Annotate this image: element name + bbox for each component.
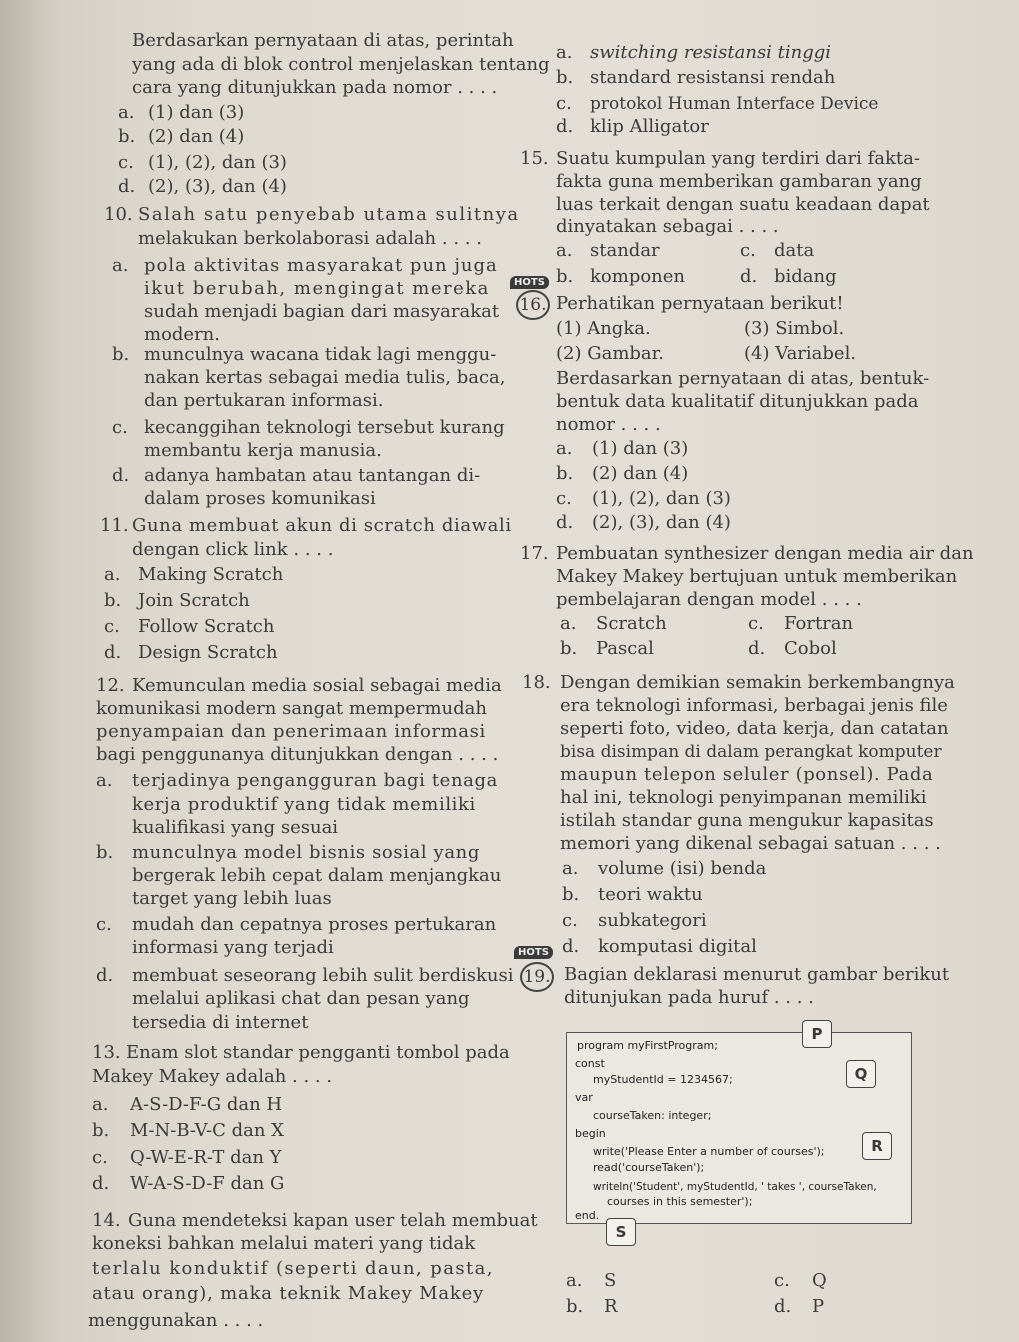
code-line-1: program myFirstProgram; (577, 1039, 718, 1052)
q9-option-c[interactable]: (1), (2), dan (3) (148, 152, 287, 173)
q13-option-c[interactable]: Q-W-E-R-T dan Y (130, 1147, 282, 1168)
q16-stem-line-2: bentuk data kualitatif ditunjukkan pada (556, 391, 919, 412)
code-line-5: courseTaken: integer; (593, 1109, 712, 1122)
q14-option-d[interactable]: klip Alligator (590, 116, 709, 137)
q18-option-a[interactable]: volume (isi) benda (598, 858, 767, 879)
q15-stem-line-4: dinyatakan sebagai . . . . (556, 216, 779, 237)
q12-option-c-line-2[interactable]: informasi yang terjadi (132, 937, 334, 958)
q18-stem-line-5: maupun telepon seluler (ponsel). Pada (560, 764, 934, 785)
q11-option-b-letter: b. (104, 590, 122, 611)
q12-option-b-line-1[interactable]: munculnya model bisnis sosial yang (132, 842, 480, 863)
q17-option-a[interactable]: Scratch (596, 613, 667, 634)
q14-option-c[interactable]: protokol Human Interface Device (590, 94, 879, 114)
q10-option-c-letter: c. (112, 417, 128, 438)
q10-option-a-line-4[interactable]: modern. (144, 324, 220, 345)
q14-stem-line-4: atau orang), maka teknik Makey Makey (92, 1283, 484, 1304)
q19-option-a-letter: a. (566, 1270, 583, 1291)
q18-number: 18. (522, 672, 551, 693)
q19-option-c[interactable]: Q (812, 1270, 827, 1291)
q14-option-a[interactable]: switching resistansi tinggi (590, 42, 832, 63)
code-tag-r: R (862, 1132, 892, 1160)
q12-option-b-line-2[interactable]: bergerak lebih cepat dalam menjangkau (132, 865, 502, 886)
q11-stem-line-2: dengan click link . . . . (132, 539, 334, 560)
q15-option-c[interactable]: data (774, 240, 815, 261)
q10-option-a-line-1[interactable]: pola aktivitas masyarakat pun juga (144, 255, 498, 276)
q17-option-c[interactable]: Fortran (784, 613, 854, 634)
q17-option-b-letter: b. (560, 638, 578, 659)
q9-stem-line-1: Berdasarkan pernyataan di atas, perintah (132, 30, 514, 51)
q10-number: 10. (104, 204, 133, 225)
q19-option-d[interactable]: P (812, 1296, 825, 1317)
q15-option-c-letter: c. (740, 240, 756, 261)
q18-stem-line-6: hal ini, teknologi penyimpanan memiliki (560, 787, 927, 808)
q18-stem-line-4: bisa disimpan di dalam perangkat komputer (560, 742, 942, 762)
q14-stem-line-3: terlalu konduktif (seperti daun, pasta, (92, 1258, 494, 1279)
q16-option-c[interactable]: (1), (2), dan (3) (592, 488, 731, 509)
q12-option-d-line-3[interactable]: tersedia di internet (132, 1012, 309, 1033)
code-line-11: end. (575, 1209, 600, 1222)
q14-stem-line-5: menggunakan . . . . (88, 1310, 264, 1331)
q9-stem-line-2: yang ada di blok control menjelaskan tentang (132, 54, 550, 75)
q11-option-b[interactable]: Join Scratch (138, 590, 250, 611)
q17-option-d[interactable]: Cobol (784, 638, 837, 659)
q16-option-b-letter: b. (556, 463, 574, 484)
q10-option-d-line-1[interactable]: adanya hambatan atau tantangan di- (144, 465, 481, 486)
q14-number: 14. (92, 1210, 121, 1231)
q12-stem-line-2: komunikasi modern sangat mempermudah (96, 698, 487, 719)
q13-number: 13. (92, 1042, 121, 1063)
q19-stem-line-1: Bagian deklarasi menurut gambar berikut (564, 964, 950, 985)
q10-option-a-line-2[interactable]: ikut berubah, mengingat mereka (144, 278, 490, 299)
q16-option-a-letter: a. (556, 438, 573, 459)
q9-option-c-letter: c. (118, 152, 134, 173)
q15-option-d[interactable]: bidang (774, 266, 837, 287)
q18-stem-line-2: era teknologi informasi, berbagai jenis file (560, 695, 948, 716)
code-line-10: courses in this semester'); (607, 1195, 753, 1208)
q16-item-4: (4) Variabel. (744, 343, 857, 364)
q18-stem-line-8: memori yang dikenal sebagai satuan . . . . (560, 833, 941, 854)
q15-stem-line-3: luas terkait dengan suatu keadaan dapat (556, 194, 930, 215)
q19-option-d-letter: d. (774, 1296, 792, 1317)
q18-option-d[interactable]: komputasi digital (598, 936, 757, 957)
q17-option-b[interactable]: Pascal (596, 638, 654, 659)
q18-stem-line-3: seperti foto, video, data kerja, dan catatan (560, 718, 949, 739)
q14-option-c-letter: c. (556, 93, 572, 114)
q10-option-b-line-2[interactable]: nakan kertas sebagai media tulis, baca, (144, 367, 506, 388)
q16-stem-line-3: nomor . . . . (556, 414, 661, 435)
q16-title: Perhatikan pernyataan berikut! (556, 293, 844, 314)
q13-option-a[interactable]: A-S-D-F-G dan H (130, 1094, 283, 1115)
q11-number: 11. (100, 515, 129, 536)
q9-option-b[interactable]: (2) dan (4) (148, 126, 245, 147)
q18-stem-line-1: Dengan demikian semakin berkembangnya (560, 672, 955, 693)
q18-option-b[interactable]: teori waktu (598, 884, 703, 905)
q9-stem-line-3: cara yang ditunjukkan pada nomor . . . . (132, 77, 498, 98)
q12-option-b-line-3[interactable]: target yang lebih luas (132, 888, 332, 909)
q19-stem-line-2: ditunjukan pada huruf . . . . (564, 987, 814, 1008)
q15-option-b[interactable]: komponen (590, 266, 686, 287)
q9-option-b-letter: b. (118, 126, 136, 147)
q12-number: 12. (96, 675, 125, 696)
q12-option-a-line-1[interactable]: terjadinya pengangguran bagi tenaga (132, 770, 498, 791)
q9-option-a-letter: a. (118, 102, 135, 123)
q13-stem-line-2: Makey Makey adalah . . . . (92, 1066, 333, 1087)
q10-option-c-line-1[interactable]: kecanggihan teknologi tersebut kurang (144, 417, 505, 438)
q15-stem-line-1: Suatu kumpulan yang terdiri dari fakta- (556, 148, 920, 169)
q10-option-d-line-2[interactable]: dalam proses komunikasi (144, 488, 376, 509)
code-tag-q: Q (846, 1060, 876, 1088)
code-line-6: begin (575, 1127, 606, 1140)
q15-option-a[interactable]: standar (590, 240, 660, 261)
code-line-9: writeln('Student', myStudentId, ' takes ', courseTaken, (593, 1181, 877, 1193)
q13-option-a-letter: a. (92, 1094, 109, 1115)
q19-number: 19. (520, 962, 554, 992)
q11-option-a[interactable]: Making Scratch (138, 564, 284, 585)
q19-option-a[interactable]: S (604, 1270, 617, 1291)
q13-option-b[interactable]: M-N-B-V-C dan X (130, 1120, 284, 1141)
q16-number: 16. (516, 290, 550, 320)
code-line-4: var (575, 1091, 593, 1104)
q14-option-a-letter: a. (556, 42, 573, 63)
q13-option-b-letter: b. (92, 1120, 110, 1141)
code-line-3: myStudentId = 1234567; (593, 1073, 733, 1086)
q19-option-c-letter: c. (774, 1270, 790, 1291)
q12-stem-line-4: bagi penggunanya ditunjukkan dengan . . . . (96, 744, 499, 765)
q12-option-a-line-3[interactable]: kualifikasi yang sesuai (132, 817, 339, 838)
q16-option-b[interactable]: (2) dan (4) (592, 463, 689, 484)
q16-item-2: (2) Gambar. (556, 343, 664, 364)
code-line-7: write('Please Enter a number of courses'); (593, 1145, 825, 1158)
q14-option-d-letter: d. (556, 116, 574, 137)
q10-stem-line-1: Salah satu penyebab utama sulitnya (138, 204, 520, 225)
q16-option-c-letter: c. (556, 488, 572, 509)
q19-option-b[interactable]: R (604, 1296, 618, 1317)
q12-stem-line-1: Kemunculan media sosial sebagai media (132, 675, 502, 696)
q11-option-c[interactable]: Follow Scratch (138, 616, 275, 637)
q15-stem-line-2: fakta guna memberikan gambaran yang (556, 171, 922, 192)
q10-option-c-line-2[interactable]: membantu kerja manusia. (144, 440, 382, 461)
q10-option-b-line-3[interactable]: dan pertukaran informasi. (144, 390, 384, 411)
q18-option-c-letter: c. (562, 910, 578, 931)
q17-stem-line-2: Makey Makey bertujuan untuk memberikan (556, 566, 958, 587)
q14-option-b-letter: b. (556, 67, 574, 88)
q16-option-d-letter: d. (556, 512, 574, 533)
q17-option-d-letter: d. (748, 638, 766, 659)
q17-number: 17. (520, 543, 549, 564)
q11-option-c-letter: c. (104, 616, 120, 637)
q17-stem-line-3: pembelajaran dengan model . . . . (556, 589, 862, 610)
q10-option-a-letter: a. (112, 255, 129, 276)
q9-option-d-letter: d. (118, 176, 136, 197)
q18-option-a-letter: a. (562, 858, 579, 879)
q14-stem-line-1: Guna mendeteksi kapan user telah membuat (128, 1210, 538, 1231)
q12-option-b-letter: b. (96, 842, 114, 863)
q13-stem-line-1: Enam slot standar pengganti tombol pada (126, 1042, 510, 1063)
q11-option-d-letter: d. (104, 642, 122, 663)
q10-option-d-letter: d. (112, 465, 130, 486)
q16-option-d[interactable]: (2), (3), dan (4) (592, 512, 731, 533)
q15-option-b-letter: b. (556, 266, 574, 287)
q17-option-a-letter: a. (560, 613, 577, 634)
q18-option-c[interactable]: subkategori (598, 910, 707, 931)
q16-stem-line-1: Berdasarkan pernyataan di atas, bentuk- (556, 368, 930, 389)
q13-option-d[interactable]: W-A-S-D-F dan G (130, 1173, 285, 1194)
q14-stem-line-2: koneksi bahkan melalui materi yang tidak (92, 1233, 476, 1254)
q14-option-b[interactable]: standard resistansi rendah (590, 67, 836, 88)
q19-option-b-letter: b. (566, 1296, 584, 1317)
q12-option-c-line-1[interactable]: mudah dan cepatnya proses pertukaran (132, 914, 497, 935)
q12-option-d-line-2[interactable]: melalui aplikasi chat dan pesan yang (132, 988, 470, 1009)
q15-option-a-letter: a. (556, 240, 573, 261)
q12-option-a-letter: a. (96, 770, 113, 791)
q12-option-d-line-1[interactable]: membuat seseorang lebih sulit berdiskusi (132, 965, 514, 986)
q11-option-d[interactable]: Design Scratch (138, 642, 278, 663)
q18-option-d-letter: d. (562, 936, 580, 957)
q11-stem-line-1: Guna membuat akun di scratch diawali (132, 515, 512, 536)
code-line-2: const (575, 1057, 605, 1070)
q12-option-c-letter: c. (96, 914, 112, 935)
q10-option-b-letter: b. (112, 344, 130, 365)
q16-item-3: (3) Simbol. (744, 318, 845, 339)
code-tag-p: P (802, 1020, 832, 1048)
q17-stem-line-1: Pembuatan synthesizer dengan media air dan (556, 543, 974, 564)
q18-option-b-letter: b. (562, 884, 580, 905)
q13-option-c-letter: c. (92, 1147, 108, 1168)
q16-option-a[interactable]: (1) dan (3) (592, 438, 689, 459)
q15-number: 15. (520, 148, 549, 169)
q16-hots-badge: HOTS (510, 276, 549, 289)
code-tag-s: S (606, 1218, 636, 1246)
q12-option-d-letter: d. (96, 965, 114, 986)
q12-option-a-line-2[interactable]: kerja produktif yang tidak memiliki (132, 794, 476, 815)
q11-option-a-letter: a. (104, 564, 121, 585)
q9-option-a[interactable]: (1) dan (3) (148, 102, 245, 123)
q10-option-a-line-3[interactable]: sudah menjadi bagian dari masyarakat (144, 301, 500, 322)
q9-option-d[interactable]: (2), (3), dan (4) (148, 176, 287, 197)
q16-item-1: (1) Angka. (556, 318, 651, 339)
q15-option-d-letter: d. (740, 266, 758, 287)
q10-option-b-line-1[interactable]: munculnya wacana tidak lagi menggu- (144, 344, 497, 365)
q13-option-d-letter: d. (92, 1173, 110, 1194)
q12-stem-line-3: penyampaian dan penerimaan informasi (96, 721, 486, 742)
q17-option-c-letter: c. (748, 613, 764, 634)
q18-stem-line-7: istilah standar guna mengukur kapasitas (560, 810, 934, 831)
code-line-8: read('courseTaken'); (593, 1161, 705, 1174)
q19-hots-badge: HOTS (514, 946, 553, 959)
q10-stem-line-2: melakukan berkolaborasi adalah . . . . (138, 228, 482, 249)
